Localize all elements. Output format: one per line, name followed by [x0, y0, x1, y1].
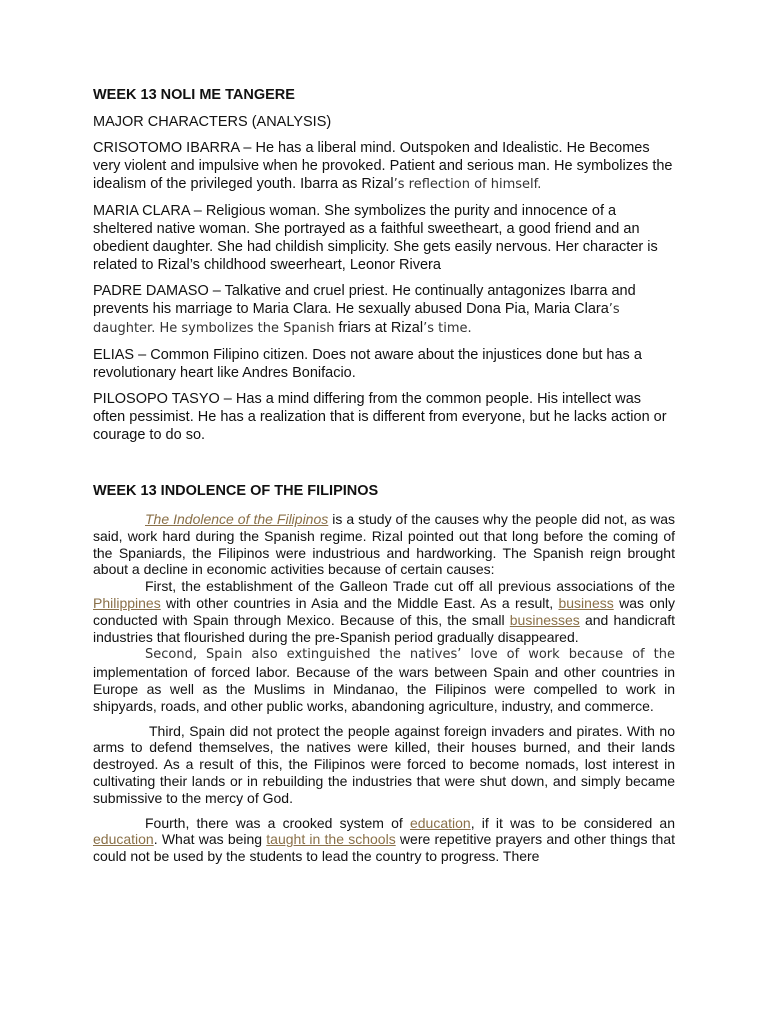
- document-page: [93, 86, 675, 865]
- education-link-2[interactable]: education: [93, 831, 154, 848]
- first-cause-paragraph: [93, 578, 675, 645]
- indolence-title-link[interactable]: The Indolence of the Filipinos: [145, 511, 329, 527]
- noli-heading: WEEK 13 NOLI ME TANGERE: [93, 87, 295, 103]
- taught-in-schools-link[interactable]: taught in the schools: [266, 831, 396, 848]
- ibarra-paragraph: [93, 139, 675, 194]
- damaso-paragraph: [93, 282, 675, 338]
- second-cause-text-b: implementation of forced labor. Because of the wars between Spain and other countries in Europe as well as the Muslims in Mindanao, the Filipinos were compelled to work in shipyards, roads, and other public works, abandoning agriculture, industry, and commerce.: [93, 664, 675, 714]
- fourth-cause-text-b: , if it was to be considered an: [470, 814, 675, 831]
- second-cause-paragraph: [93, 645, 675, 714]
- education-link-1[interactable]: education: [409, 814, 471, 831]
- third-cause-paragraph: Third, Spain did not protect the people against foreign invaders and pirates. With no arms to defend themselves, the natives were killed, their houses burned, and their lands destroyed. As a result of this, the Filipinos were forced to become nomads, lost interest in cultivating their lands or in rebuilding the industries that were shut down, and simply became submissive to the mercy of God.: [93, 722, 675, 806]
- fourth-cause-paragraph: [93, 815, 675, 865]
- first-cause-text-a: First, the establishment of the Galleon Trade cut off all previous associations of the: [145, 578, 675, 595]
- business-link[interactable]: business: [558, 594, 614, 611]
- first-cause-text-b: with other countries in Asia and the Middle East. As a result,: [160, 594, 559, 611]
- fourth-cause-text-a: Fourth, there was a crooked system of: [145, 814, 410, 831]
- elias-paragraph: ELIAS – Common Filipino citizen. Does not aware about the injustices done but has a revolutionary heart like Andres Bonifacio.: [93, 347, 642, 381]
- major-characters-subheading: MAJOR CHARACTERS (ANALYSIS): [93, 114, 332, 130]
- damaso-text-4: ’s time.: [423, 321, 472, 336]
- tasyo-paragraph: PILOSOPO TASYO – Has a mind differing from the common people. His intellect was often pessimist. He has a realization that is different from everyone, but he lacks action or courage to do so.: [93, 391, 667, 443]
- indolence-heading: WEEK 13 INDOLENCE OF THE FILIPINOS: [93, 483, 379, 499]
- ibarra-text: CRISOTOMO IBARRA – He has a liberal mind. Outspoken and Idealistic. He Becomes very violent and impulsive when he provoked. Patient and serious man. He symbolizes the idealism of the privileged youth. Ibarra as Rizal: [93, 140, 673, 192]
- indolence-intro-paragraph: [93, 511, 675, 578]
- damaso-text: PADRE DAMASO – Talkative and cruel priest. He continually antagonizes Ibarra and prevents his marriage to Maria Clara. He sexually abused Dona Pia, Maria Clara: [93, 283, 636, 317]
- first-cause-text-c: was only conducted with Spain through Mexico. Because of this, the small: [93, 594, 675, 628]
- maria-clara-paragraph: MARIA CLARA – Religious woman. She symbolizes the purity and innocence of a sheltered native woman. She portrayed as a faithful sweetheart, a good friend and an obedient daughter. She had childish simplicity. She gets easily nervous. Her character is related to Rizal’s childhood sweerheart, Leonor Rivera: [93, 203, 658, 273]
- second-cause-text-a: Second, Spain also extinguished the natives’ love of work because of the: [145, 647, 675, 663]
- fourth-cause-text-c: . What was being: [153, 831, 267, 848]
- philippines-link[interactable]: Philippines: [93, 594, 161, 611]
- indolence-intro-text: is a study of the causes why the people did not, as was said, work hard during the Spanish regime. Rizal pointed out that long before the coming of the Spaniards, the Filipinos were industrious and hardworking. The Spanish reign brought about a decline in economic activities because of certain causes:: [93, 511, 675, 578]
- damaso-text-2: ’s daughter. He symbolizes the Spanish: [93, 302, 620, 336]
- ibarra-text-end: ’s reflection of himself.: [393, 177, 542, 192]
- damaso-text-3: friars at Rizal: [334, 320, 424, 336]
- first-cause-text-d: and handicraft industries that flourished during the pre-Spanish period gradually disappeared.: [93, 611, 676, 645]
- businesses-link[interactable]: businesses: [509, 611, 580, 628]
- fourth-cause-text-d: were repetitive prayers and other things that could not be used by the students to lead the country to progress. There: [93, 831, 676, 865]
